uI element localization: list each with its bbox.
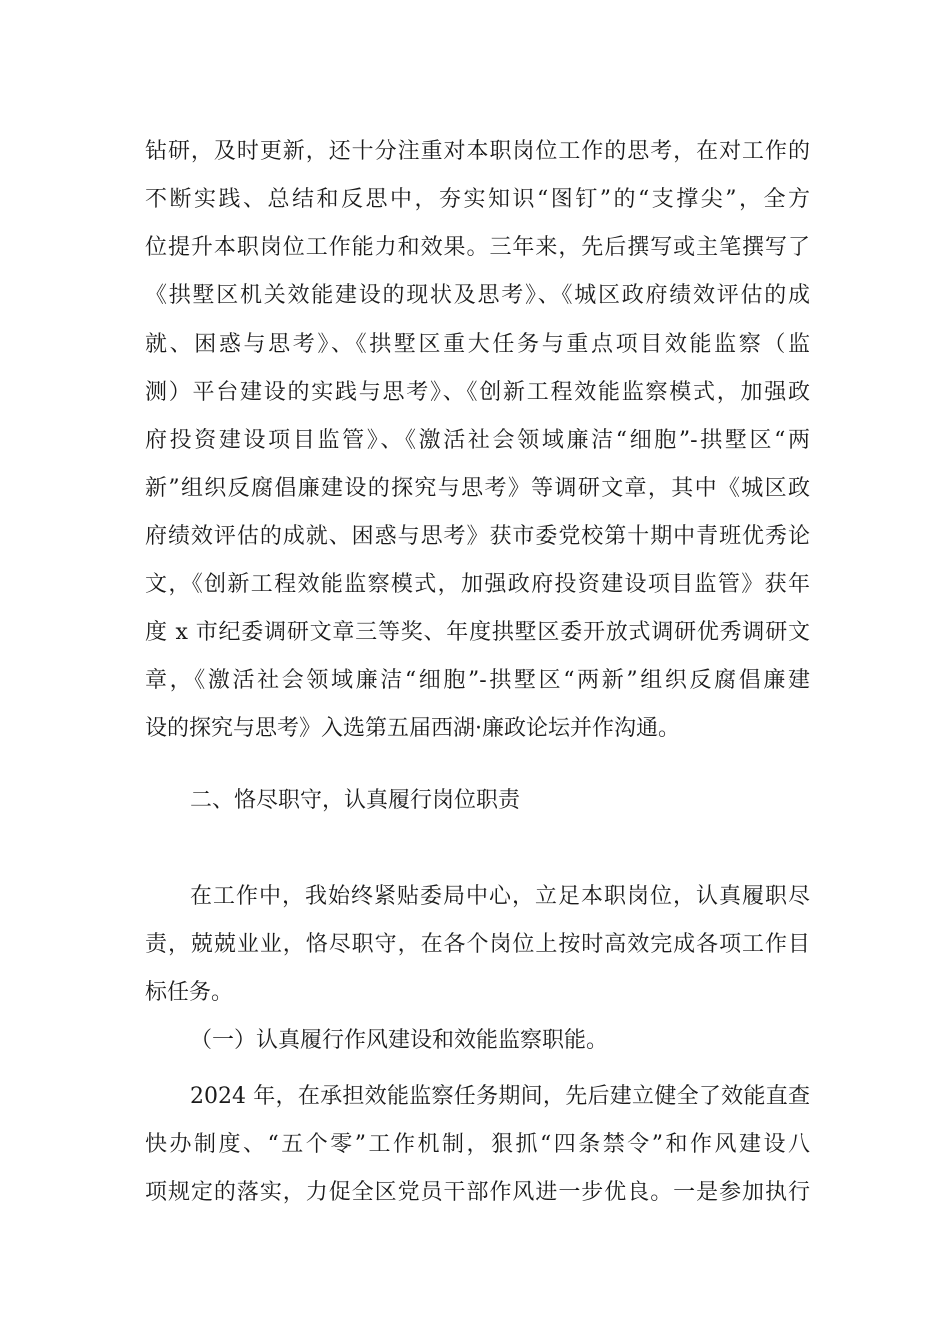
subheading-1: （一）认真履行作风建设和效能监察职能。 — [190, 1028, 609, 1053]
paragraph-1-line-8: 新”组织反腐倡廉建设的探究与思考》等调研文章，其中《城区政 — [145, 476, 810, 501]
section-heading-2: 二、恪尽职守，认真履行岗位职责 — [190, 788, 521, 813]
paragraph-3-line-1: 2024 年，在承担效能监察任务期间，先后建立健全了效能直查 — [190, 1084, 810, 1109]
paragraph-2-line-1: 在工作中，我始终紧贴委局中心，立足本职岗位，认真履职尽 — [190, 884, 810, 909]
paragraph-1-line-7: 府投资建设项目监管》、《激活社会领域廉洁“细胞”-拱墅区“两 — [145, 428, 810, 453]
paragraph-2-line-2: 责，兢兢业业，恪尽职守，在各个岗位上按时高效完成各项工作目 — [145, 932, 810, 957]
paragraph-1-line-1: 钻研，及时更新，还十分注重对本职岗位工作的思考，在对工作的 — [145, 139, 810, 164]
paragraph-1-line-6: 测）平台建设的实践与思考》、《创新工程效能监察模式，加强政 — [145, 380, 810, 405]
paragraph-1-line-13: 设的探究与思考》入选第五届西湖·廉政论坛并作沟通。 — [145, 716, 680, 741]
paragraph-1-line-11: 度 x 市纪委调研文章三等奖、年度拱墅区委开放式调研优秀调研文 — [145, 620, 810, 645]
paragraph-1-line-12: 章，《激活社会领域廉洁“细胞”-拱墅区“两新”组织反腐倡廉建 — [145, 668, 810, 693]
paragraph-1-line-10: 文，《创新工程效能监察模式，加强政府投资建设项目监管》获年 — [145, 572, 810, 597]
paragraph-1-line-2: 不断实践、总结和反思中，夯实知识“图钉”的“支撑尖”，全方 — [145, 187, 810, 212]
paragraph-3-line-2: 快办制度、“五个零”工作机制，狠抓“四条禁令”和作风建设八 — [145, 1132, 810, 1157]
paragraph-1-line-3: 位提升本职岗位工作能力和效果。三年来，先后撰写或主笔撰写了 — [145, 235, 810, 260]
paragraph-2-line-3: 标任务。 — [145, 980, 234, 1005]
paragraph-1-line-4: 《拱墅区机关效能建设的现状及思考》、《城区政府绩效评估的成 — [145, 283, 810, 308]
paragraph-1-line-5: 就、困惑与思考》、《拱墅区重大任务与重点项目效能监察（监 — [145, 332, 810, 357]
paragraph-3-line-3: 项规定的落实，力促全区党员干部作风进一步优良。一是参加执行 — [145, 1180, 810, 1205]
paragraph-1-line-9: 府绩效评估的成就、困惑与思考》获市委党校第十期中青班优秀论 — [145, 524, 810, 549]
